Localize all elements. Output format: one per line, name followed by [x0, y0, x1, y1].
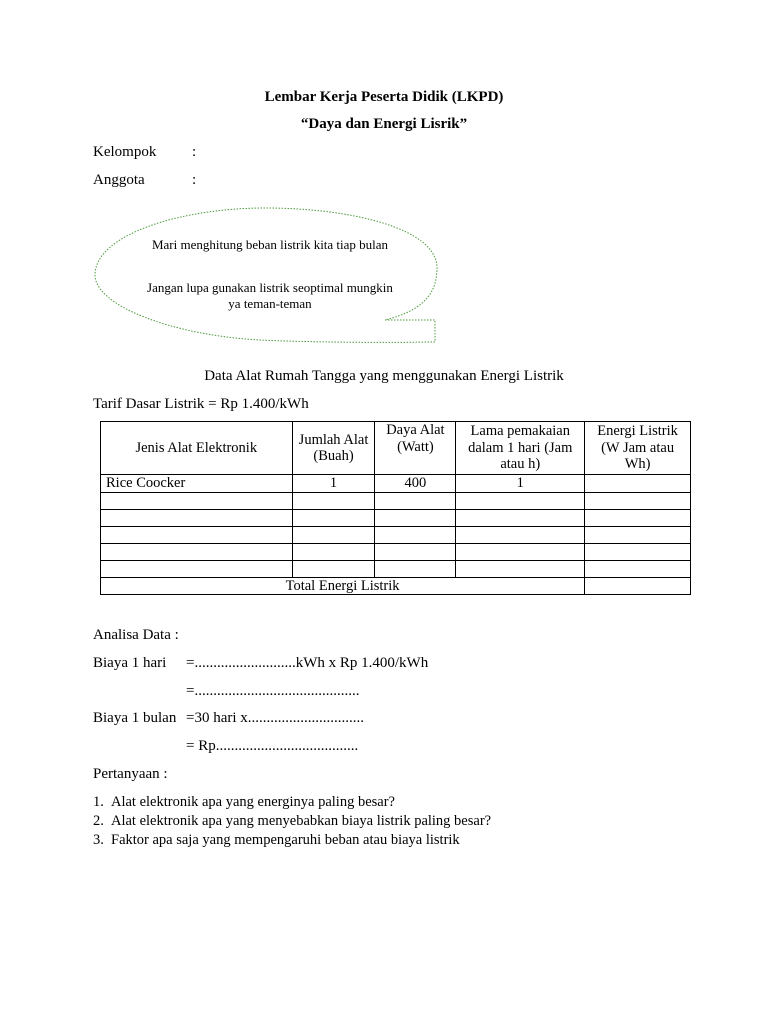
- list-item: [93, 793, 491, 812]
- table-cell[interactable]: [456, 526, 585, 543]
- table-cell[interactable]: [101, 509, 293, 526]
- question-text: Alat elektronik apa yang menyebabkan biaya listrik paling besar?: [111, 813, 492, 829]
- table-cell[interactable]: 1: [456, 475, 585, 493]
- list-item: [93, 812, 491, 831]
- total-label: Total Energi Listrik: [101, 577, 585, 595]
- table-cell[interactable]: [101, 492, 293, 509]
- anggota-colon: :: [192, 172, 197, 188]
- header-daya: Daya Alat (Watt): [375, 422, 456, 475]
- analysis-value-daily: =...........................kWh x Rp 1.400/kWh: [186, 655, 429, 671]
- table-cell[interactable]: [292, 560, 375, 577]
- page-title: Lembar Kerja Peserta Didik (LKPD): [264, 89, 504, 105]
- table-total-row: [101, 577, 691, 595]
- table-cell[interactable]: [101, 543, 293, 560]
- table-cell[interactable]: [375, 509, 456, 526]
- analysis-label-daily: Biaya 1 hari: [93, 655, 167, 671]
- table-cell[interactable]: [375, 543, 456, 560]
- header-lama: Lama pemakaian dalam 1 hari (Jam atau h): [456, 422, 585, 475]
- table-cell[interactable]: [375, 560, 456, 577]
- table-cell[interactable]: [292, 492, 375, 509]
- table-cell[interactable]: [585, 492, 691, 509]
- question-number: 3.: [93, 832, 104, 848]
- total-value-cell[interactable]: [585, 577, 691, 595]
- anggota-label: Anggota: [93, 172, 145, 188]
- table-cell[interactable]: [292, 509, 375, 526]
- table-row: [101, 509, 691, 526]
- energy-table: [100, 421, 691, 595]
- bubble-text-2: Jangan lupa gunakan listrik seoptimal mungkin ya teman-teman: [147, 280, 393, 311]
- table-cell[interactable]: [101, 526, 293, 543]
- analysis-value-monthly-total: = Rp......................................: [186, 738, 359, 754]
- kelompok-label: Kelompok: [93, 144, 157, 160]
- analysis-value-daily-total: =............................................: [186, 683, 360, 699]
- analysis-label-monthly: Biaya 1 bulan: [93, 710, 177, 726]
- table-row: [101, 475, 691, 493]
- list-item: [93, 831, 491, 850]
- table-cell[interactable]: 1: [292, 475, 375, 493]
- table-cell[interactable]: [456, 509, 585, 526]
- table-row: [101, 560, 691, 577]
- table-cell[interactable]: [456, 492, 585, 509]
- question-text: Faktor apa saja yang mempengaruhi beban atau biaya listrik: [111, 832, 460, 848]
- table-cell[interactable]: [375, 526, 456, 543]
- questions-heading: Pertanyaan :: [93, 766, 168, 782]
- header-energi: Energi Listrik (W Jam atau Wh): [585, 422, 691, 475]
- kelompok-colon: :: [192, 144, 197, 160]
- questions-list: [93, 793, 491, 850]
- bubble-text-1: Mari menghitung beban listrik kita tiap bulan: [151, 237, 389, 252]
- table-cell[interactable]: [456, 560, 585, 577]
- table-row: [101, 543, 691, 560]
- question-number: 1.: [93, 794, 104, 810]
- header-jenis: Jenis Alat Elektronik: [101, 422, 293, 475]
- table-row: [101, 526, 691, 543]
- section-title: Data Alat Rumah Tangga yang menggunakan Energi Listrik: [204, 368, 564, 384]
- analysis-heading: Analisa Data :: [93, 627, 179, 643]
- table-cell[interactable]: [456, 543, 585, 560]
- table-cell[interactable]: [585, 509, 691, 526]
- question-text: Alat elektronik apa yang energinya paling besar?: [111, 794, 395, 810]
- tariff-text: Tarif Dasar Listrik = Rp 1.400/kWh: [93, 396, 309, 412]
- table-cell[interactable]: 400: [375, 475, 456, 493]
- question-number: 2.: [93, 813, 104, 829]
- table-cell[interactable]: [585, 475, 691, 493]
- header-jumlah: Jumlah Alat (Buah): [292, 422, 375, 475]
- table-cell[interactable]: [375, 492, 456, 509]
- analysis-value-monthly: =30 hari x...............................: [186, 710, 365, 726]
- table-cell[interactable]: Rice Coocker: [101, 475, 293, 493]
- table-cell[interactable]: [292, 543, 375, 560]
- table-cell[interactable]: [585, 543, 691, 560]
- page-subtitle: “Daya dan Energi Lisrik”: [300, 116, 468, 132]
- table-cell[interactable]: [292, 526, 375, 543]
- table-cell[interactable]: [101, 560, 293, 577]
- table-cell[interactable]: [585, 560, 691, 577]
- table-header-row: [101, 422, 691, 475]
- table-cell[interactable]: [585, 526, 691, 543]
- table-row: [101, 492, 691, 509]
